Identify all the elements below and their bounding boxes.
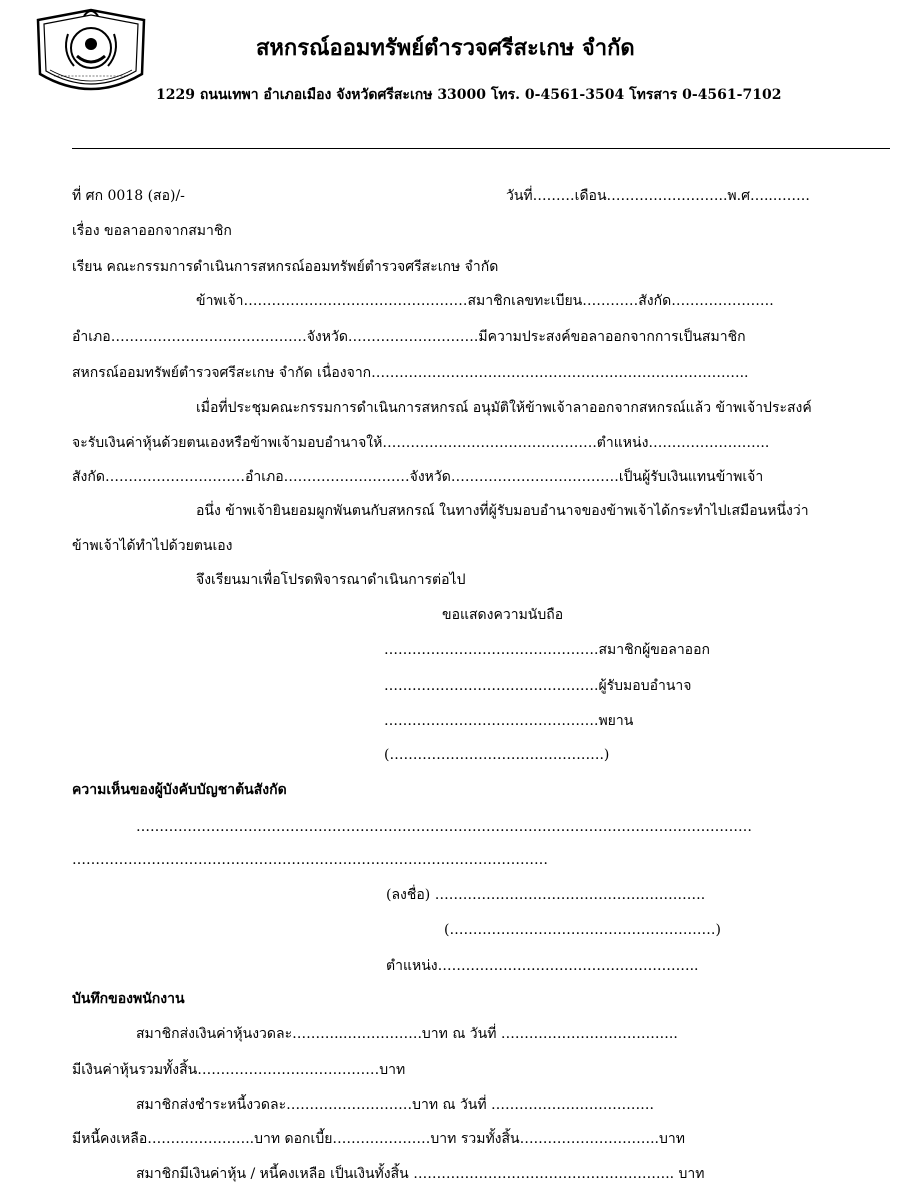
- body-line-2: อำเภอ……………………………………จังหวัด……………………….มีความประสงค์ขอลาออกจากการเป็นสมาชิก: [72, 329, 746, 345]
- commander-name: (…………………………………………………): [444, 922, 721, 938]
- body-line-1: ข้าพเจ้า…………………………………………สมาชิกเลขทะเบียน…………สังกัด………………….: [196, 293, 774, 309]
- staff-line-4: มีหนี้คงเหลือ…………………..บาท ดอกเบี้ย…………………บาท รวมทั้งสิ้น….……………………..บาท: [72, 1131, 685, 1147]
- signature-proxy: ……………………………………….ผู้รับมอบอำนาจ: [384, 678, 692, 694]
- org-name: สหกรณ์ออมทรัพย์ตำรวจศรีสะเกษ จำกัด: [256, 35, 635, 61]
- staff-line-1: สมาชิกส่งเงินค่าหุ้นงวดละ………...…………….บาท ณ วันที่ ………………………………..: [136, 1026, 678, 1042]
- commander-heading: ความเห็นของผู้บังคับบัญชาต้นสังกัด: [72, 782, 287, 798]
- staff-heading: บันทึกของพนักงาน: [72, 991, 185, 1007]
- commander-signature: (ลงชื่อ) ………………………………………………….: [386, 887, 706, 903]
- staff-line-3: สมาชิกส่งชำระหนี้งวดละ………………………บาท ณ วันที่ ……………….…………….: [136, 1097, 654, 1113]
- body-line-9: จึงเรียนมาเพื่อโปรดพิจารณาดำเนินการต่อไป: [196, 572, 466, 588]
- body-line-7: อนึ่ง ข้าพเจ้ายินยอมผูกพันตนกับสหกรณ์ ในทางที่ผู้รับมอบอำนาจของข้าพเจ้าได้กระทำไปเสมือนหนึ่งว่า: [196, 503, 809, 519]
- staff-line-2: มีเงินค่าหุ้นรวมทั้งสิ้น…………………………………บาท: [72, 1062, 406, 1078]
- commander-opinion-line-1: ……………………………………………………………………………………………………………………: [136, 819, 752, 835]
- signature-member: ……………………………………….สมาชิกผู้ขอลาออก: [384, 642, 710, 658]
- commander-position: ตำแหน่ง………………………………………………..: [386, 958, 699, 974]
- reference-number: ที่ ศก 0018 (สอ)/-: [72, 188, 185, 204]
- closing-text: ขอแสดงความนับถือ: [442, 607, 564, 623]
- subject-line: เรื่อง ขอลาออกจากสมาชิก: [72, 223, 232, 239]
- signature-witness: ……………………………………….พยาน: [384, 713, 634, 729]
- body-line-4: เมื่อที่ประชุมคณะกรรมการดำเนินการสหกรณ์ อนุมัติให้ข้าพเจ้าลาออกจากสหกรณ์แล้ว ข้าพเจ้าประสงค์: [196, 400, 812, 416]
- body-line-6: สังกัด…………………………อำเภอ………………………จังหวัด………………………………เป็นผู้รับเงินแทนข้าพเจ้า: [72, 469, 764, 485]
- staff-line-5: สมาชิกมีเงินค่าหุ้น / หนี้คงเหลือ เป็นเงินทั้งสิ้น ……………………………………………….. บาท: [136, 1166, 705, 1182]
- signature-name: (……………………………………….): [384, 747, 610, 763]
- header-divider: [72, 148, 890, 149]
- date-line: วันที่………เดือน……………………..พ.ศ…...…….: [506, 188, 810, 204]
- body-line-5: จะรับเงินค่าหุ้นด้วยตนเองหรือข้าพเจ้ามอบอำนาจให้……………………………………….ตำแหน่ง……………………..: [72, 435, 770, 451]
- body-line-3: สหกรณ์ออมทรัพย์ตำรวจศรีสะเกษ จำกัด เนื่องจาก……………………….……………………………………………..: [72, 365, 749, 381]
- cooperative-seal-logo: [32, 4, 150, 99]
- commander-opinion-line-2: …………………………………………………………………………………………: [72, 852, 548, 868]
- body-line-8: ข้าพเจ้าได้ทำไปด้วยตนเอง: [72, 538, 233, 554]
- recipient-line: เรียน คณะกรรมการดำเนินการสหกรณ์ออมทรัพย์ตำรวจศรีสะเกษ จำกัด: [72, 259, 499, 275]
- org-address: 1229 ถนนเทพา อำเภอเมือง จังหวัดศรีสะเกษ 33000 โทร. 0-4561-3504 โทรสาร 0-4561-7102: [156, 87, 782, 103]
